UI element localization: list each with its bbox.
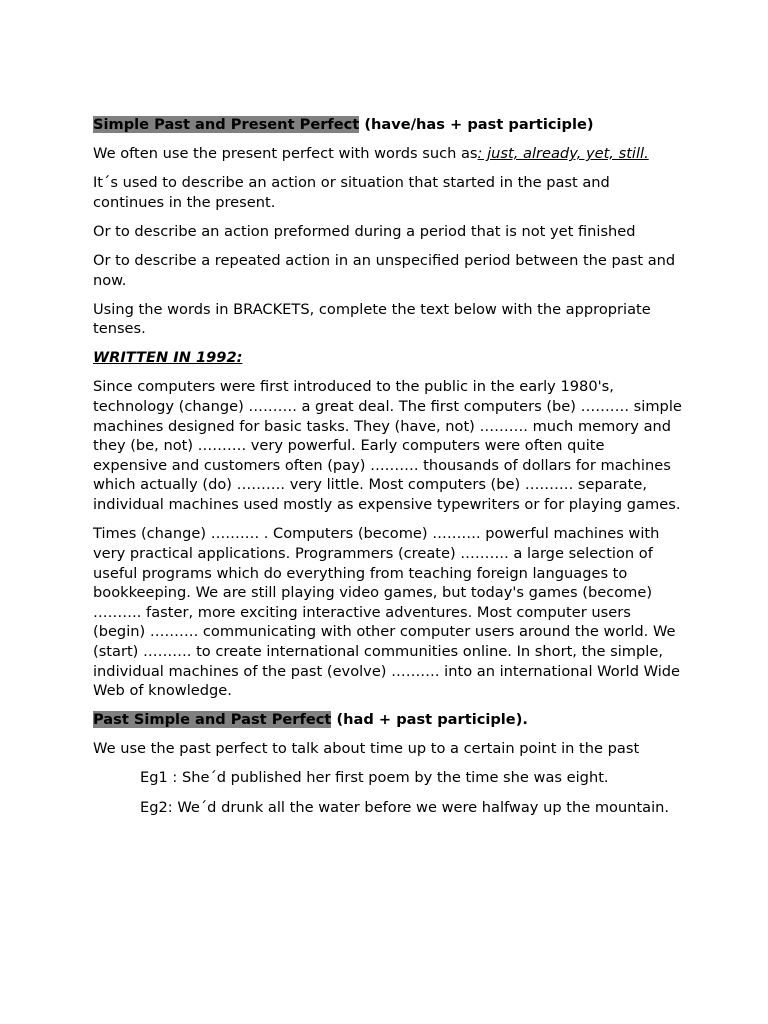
example-2-text: Eg2: We´d drunk all the water before we were halfway up the mountain. (140, 798, 670, 816)
heading-formula: (have/has + past participle) (359, 116, 594, 133)
document-page (93, 115, 683, 827)
usage-text: We often use the present perfect with words such as (93, 145, 478, 163)
example-1: Eg1 : She´d published her first poem by the time she was eight. (140, 769, 609, 787)
heading-highlight: Simple Past and Present Perfect (93, 116, 360, 133)
section-heading-past-perfect (93, 710, 683, 730)
past-perfect-usage: We use the past perfect to talk about time up to a certain point in the past (93, 740, 640, 758)
usage-paragraph-2: It´s used to describe an action or situation that started in the past and continues in the present. (93, 174, 610, 211)
heading-formula: (had + past participle). (331, 711, 528, 729)
exercise-paragraph-1: Since computers were first introduced to the public in the early 1980's, technology (change) ………. a great deal. The first computers (be) ………. simple machines designed for basic tasks. They (have, not) ………. much memory and they (be, not) ………. very powerful. Early computers were often quite expensive and customers often (pay) ………. thousands of dollars for machines which actually (do) ………. very little. Most computers (be) ………. separate, individual machines used mostly as expensive typewriters or for playing games. (93, 378, 682, 513)
heading-highlight: Past Simple and Past Perfect (93, 711, 332, 729)
usage-examples: : just, already, yet, still. (477, 145, 649, 163)
instruction-paragraph: Using the words in BRACKETS, complete the text below with the appropriate tenses. (93, 300, 651, 338)
exercise-paragraph-2: Times (change) ………. . Computers (become) ………. powerful machines with very practical applications. Programmers (create) ………. a large selection of useful programs which do everything from teaching foreign languages to bookkeeping. We are still playing video games, but today's games (become) ………. faster, more exciting interactive adventures. Most computer users (begin) ………. communicating with other computer users around the world. We (start) ………. to create international communities online. In short, the simple, individual machines of the past (evolve) ………. into an international World Wide Web of knowledge. (93, 525, 681, 700)
usage-paragraph-4: Or to describe a repeated action in an unspecified period between the past and now. (93, 251, 676, 289)
section-heading-present-perfect (93, 115, 683, 135)
example-2 (93, 798, 683, 818)
written-heading: WRITTEN IN 1992: (93, 349, 243, 367)
usage-paragraph-3: Or to describe an action preformed during a period that is not yet finished (93, 222, 636, 240)
usage-paragraph-1 (93, 144, 683, 164)
